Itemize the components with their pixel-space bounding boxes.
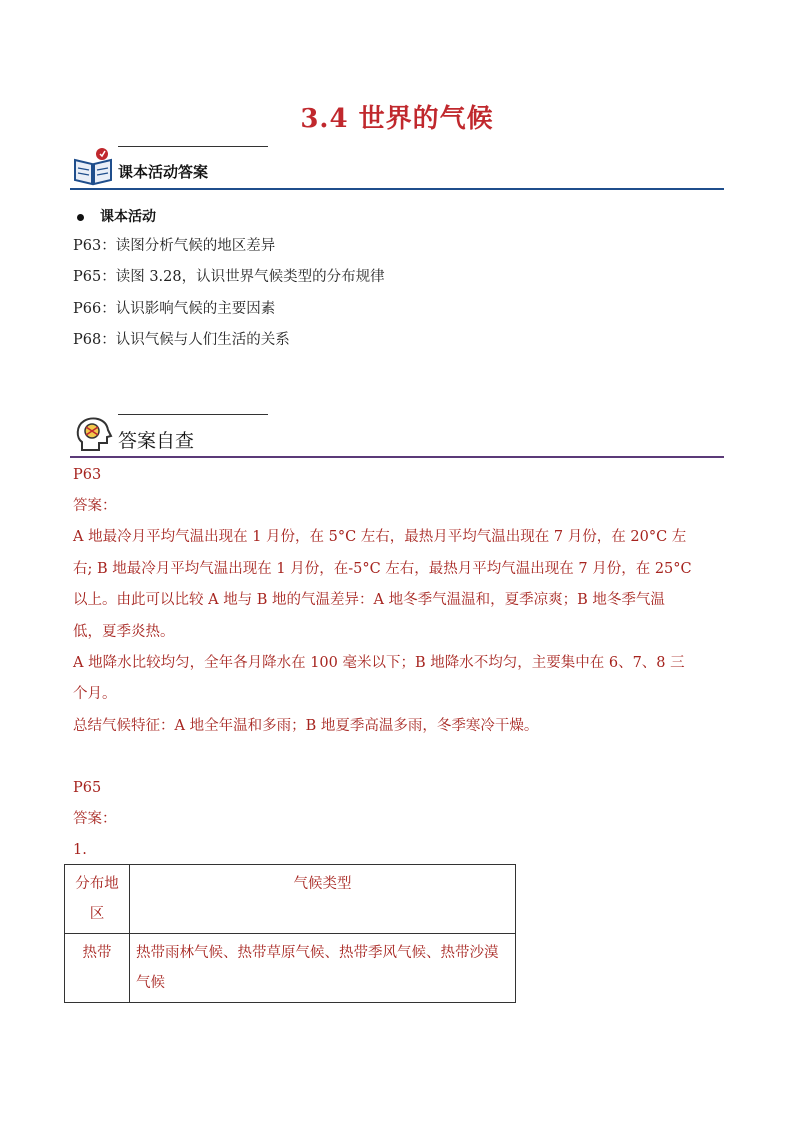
table-cell: 热带雨林气候、热带草原气候、热带季风气候、热带沙漠气候: [130, 934, 516, 1003]
table-row: [65, 934, 516, 1003]
section-heading: 课本活动答案: [118, 163, 209, 181]
activity-item: P63：读图分析气候的地区差异: [73, 238, 276, 254]
table-cell: 热带: [65, 934, 130, 1003]
answer-line: 总结气候特征：A 地全年温和多雨；B 地夏季高温多雨，冬季寒冷干燥。: [73, 718, 539, 734]
table-header-cell: 气候类型: [130, 865, 516, 934]
header-underline: [70, 456, 724, 458]
answer-label: 答案：: [73, 811, 117, 827]
bullet-item: [73, 206, 156, 226]
header-overline: [118, 414, 268, 415]
section-heading: 答案自查: [118, 430, 195, 452]
table-header-row: [65, 865, 516, 934]
page-ref: P63: [73, 467, 102, 483]
page-title: 3.4 世界的气候: [300, 104, 494, 134]
item-number: 1.: [73, 842, 87, 858]
answer-line: 以上。由此可以比较 A 地与 B 地的气温差异：A 地冬季气温温和，夏季凉爽；B 地冬季气温: [73, 592, 665, 608]
bullet-dot-icon: [77, 214, 84, 221]
answer-line: A 地最冷月平均气温出现在 1 月份，在 5°C 左右，最热月平均气温出现在 7 月份，在 20°C 左: [73, 529, 687, 545]
answer-label: 答案：: [73, 498, 117, 514]
distribution-table: [64, 864, 516, 1003]
answer-line: 个月。: [73, 686, 117, 702]
answer-line: A 地降水比较均匀，全年各月降水在 100 毫米以下；B 地降水不均匀，主要集中在 6、7、8 三: [73, 655, 685, 671]
header-overline: [118, 146, 268, 147]
bullet-label: 课本活动: [100, 209, 156, 225]
activity-item: P65：读图 3.28，认识世界气候类型的分布规律: [73, 269, 385, 285]
section-header-answers: [70, 414, 724, 458]
answer-line: 右; B 地最冷月平均气温出现在 1 月份，在-5°C 左右，最热月平均气温出现在 7 月份，在 25°C: [73, 561, 692, 577]
section-header-activities: [70, 146, 724, 190]
table-header-cell: 分布地区: [65, 865, 130, 934]
book-icon: [72, 146, 114, 186]
activity-item: P68：认识气候与人们生活的关系: [73, 332, 290, 348]
header-underline: [70, 188, 724, 190]
activity-item: P66：认识影响气候的主要因素: [73, 301, 276, 317]
page-ref: P65: [73, 780, 102, 796]
answer-line: 低，夏季炎热。: [73, 624, 175, 640]
head-thinking-icon: [72, 414, 114, 454]
